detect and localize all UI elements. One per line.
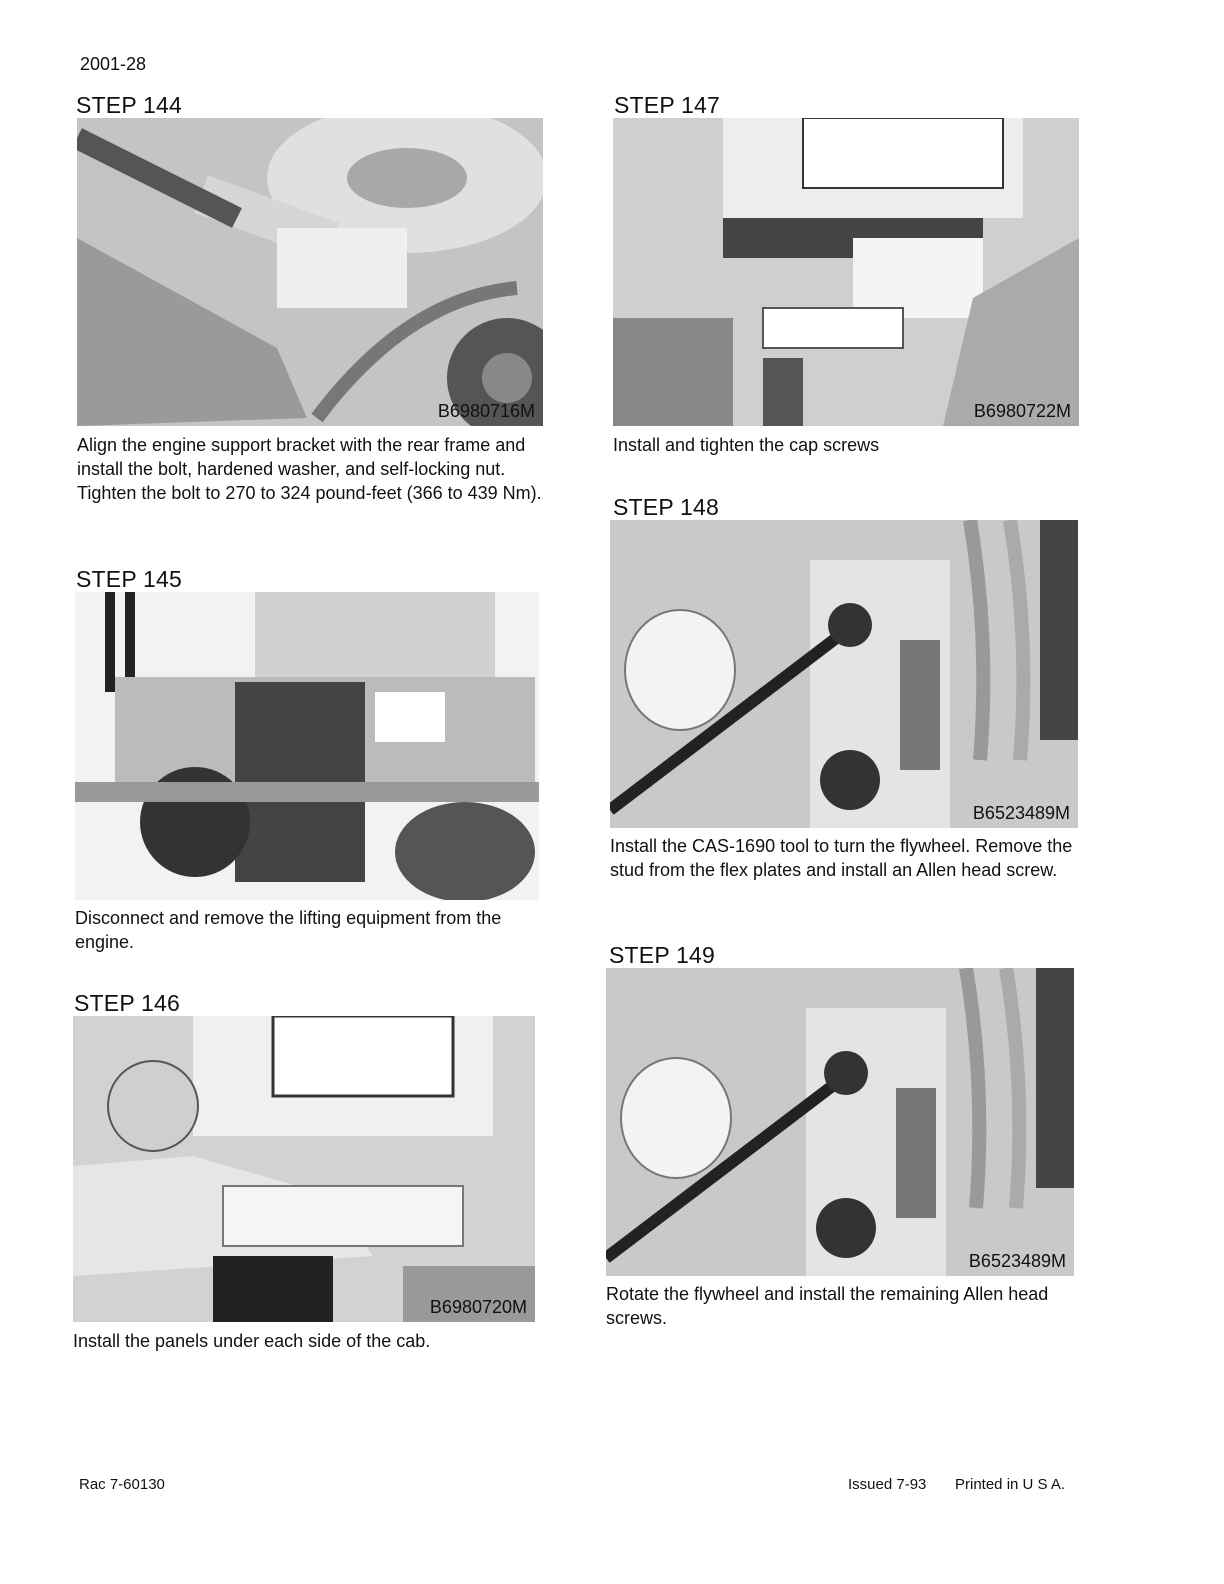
step-149-photo-code: B6523489M [968, 1251, 1066, 1271]
step-144-title: STEP 144 [76, 92, 183, 118]
step-146-title: STEP 146 [74, 990, 181, 1016]
step-145-title: STEP 145 [76, 566, 183, 592]
step-149-caption: Rotate the flywheel and install the remaining Allen head screws. [606, 1284, 1049, 1328]
step-147-caption: Install and tighten the cap screws [613, 435, 880, 455]
step-146-caption: Install the panels under each side of the cab. [73, 1331, 431, 1351]
page-number: 2001-28 [80, 54, 147, 74]
step-147-title: STEP 147 [614, 92, 721, 118]
step-145-photo [75, 592, 539, 900]
step-148-title: STEP 148 [613, 494, 720, 520]
step-146-photo [73, 1016, 535, 1322]
footer-document-number: Rac 7-60130 [79, 1476, 165, 1493]
step-148-caption: Install the CAS-1690 tool to turn the flywheel. Remove the stud from the flex plates and install an Allen head screw. [610, 836, 1073, 880]
step-149-photo [606, 968, 1074, 1276]
step-148-photo-code: B6523489M [972, 803, 1070, 823]
step-145-caption: Disconnect and remove the lifting equipment from the engine. [75, 908, 502, 952]
step-147-photo [613, 118, 1079, 426]
step-147-photo-code: B6980722M [973, 401, 1071, 421]
footer-issued: Issued 7-93 [848, 1476, 927, 1493]
step-144-caption: Align the engine support bracket with the rear frame and install the bolt, hardened washer, and self-locking nut. Tighten the bolt to 270 to 324 pound-feet (366 to 439 Nm). [77, 435, 542, 503]
footer-printed: Printed in U S A. [955, 1476, 1066, 1493]
step-149-title: STEP 149 [609, 942, 716, 968]
step-144-photo-code: B6980716M [437, 401, 535, 421]
step-146-photo-code: B6980720M [429, 1297, 527, 1317]
step-148-photo [610, 520, 1078, 828]
step-144-photo [77, 118, 543, 426]
